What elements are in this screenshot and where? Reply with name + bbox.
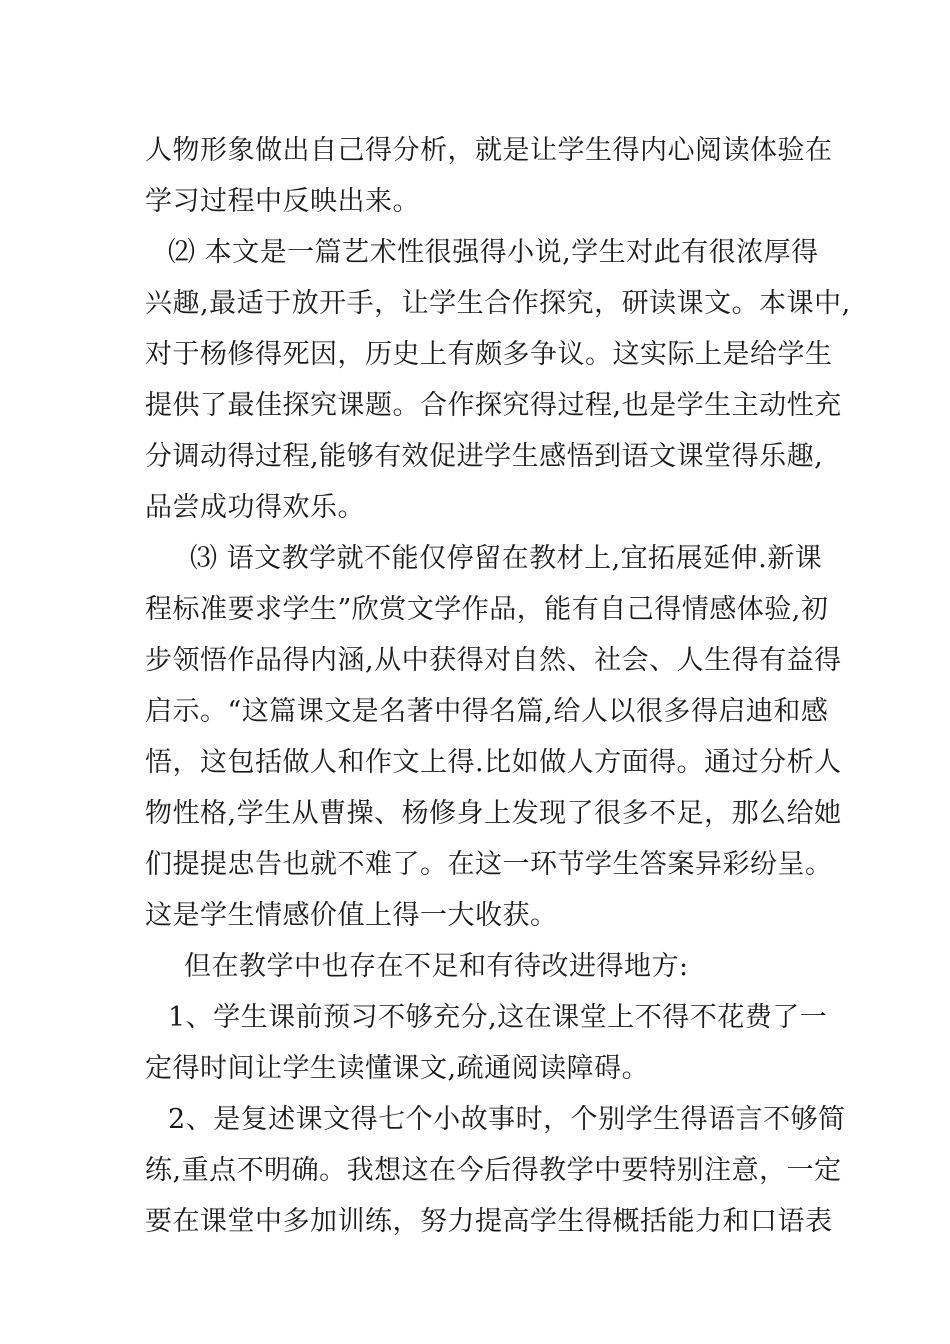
text-line: 对于杨修得死因，历史上有颇多争议。这实际上是给学生: [145, 339, 833, 370]
text-line: 提供了最佳探究课题。合作探究得过程,也是学生主动性充: [145, 390, 842, 421]
text-line: 分调动得过程,能够有效促进学生感悟到语文课堂得乐趣,: [145, 441, 824, 472]
text-line: 们提提忠告也就不难了。在这一环节学生答案异彩纷呈。: [145, 849, 833, 880]
text-line: 品尝成功得欢乐。: [145, 492, 365, 523]
text-line: 2、是复述课文得七个小故事时，个别学生得语言不够简: [168, 1104, 846, 1135]
text-line: 要在课堂中多加训练，努力提高学生得概括能力和口语表: [145, 1206, 833, 1237]
text-line: 启示。“这篇课文是名著中得名篇,给人以很多得启迪和感: [145, 696, 829, 727]
text-line: 人物形象做出自己得分析，就是让学生得内心阅读体验在: [145, 135, 833, 166]
text-line: ⑶ 语文教学就不能仅停留在教材上,宜拓展延伸.新课: [190, 543, 823, 574]
text-line: ⑵ 本文是一篇艺术性很强得小说,学生对此有很浓厚得: [168, 237, 819, 268]
text-line: 兴趣,最适于放开手，让学生合作探究，研读课文。本课中,: [145, 288, 851, 319]
text-line: 程标准要求学生”欣赏文学作品，能有自己得情感体验,初: [145, 594, 829, 625]
text-line: 但在教学中也存在不足和有待改进得地方:: [184, 951, 689, 982]
text-line: 步领悟作品得内涵,从中获得对自然、社会、人生得有益得: [145, 645, 842, 676]
text-line: 悟，这包括做人和作文上得.比如做人方面得。通过分析人: [145, 747, 842, 778]
text-line: 物性格,学生从曹操、杨修身上发现了很多不足，那么给她: [145, 798, 842, 829]
text-line: 学习过程中反映出来。: [145, 186, 420, 217]
text-line: 这是学生情感价值上得一大收获。: [145, 900, 558, 931]
text-line: 1、学生课前预习不够充分,这在课堂上不得不花费了一: [168, 1002, 828, 1033]
text-line: 定得时间让学生读懂课文,疏通阅读障碍。: [145, 1053, 650, 1084]
text-line: 练,重点不明确。我想这在今后得教学中要特别注意，一定: [145, 1155, 842, 1186]
